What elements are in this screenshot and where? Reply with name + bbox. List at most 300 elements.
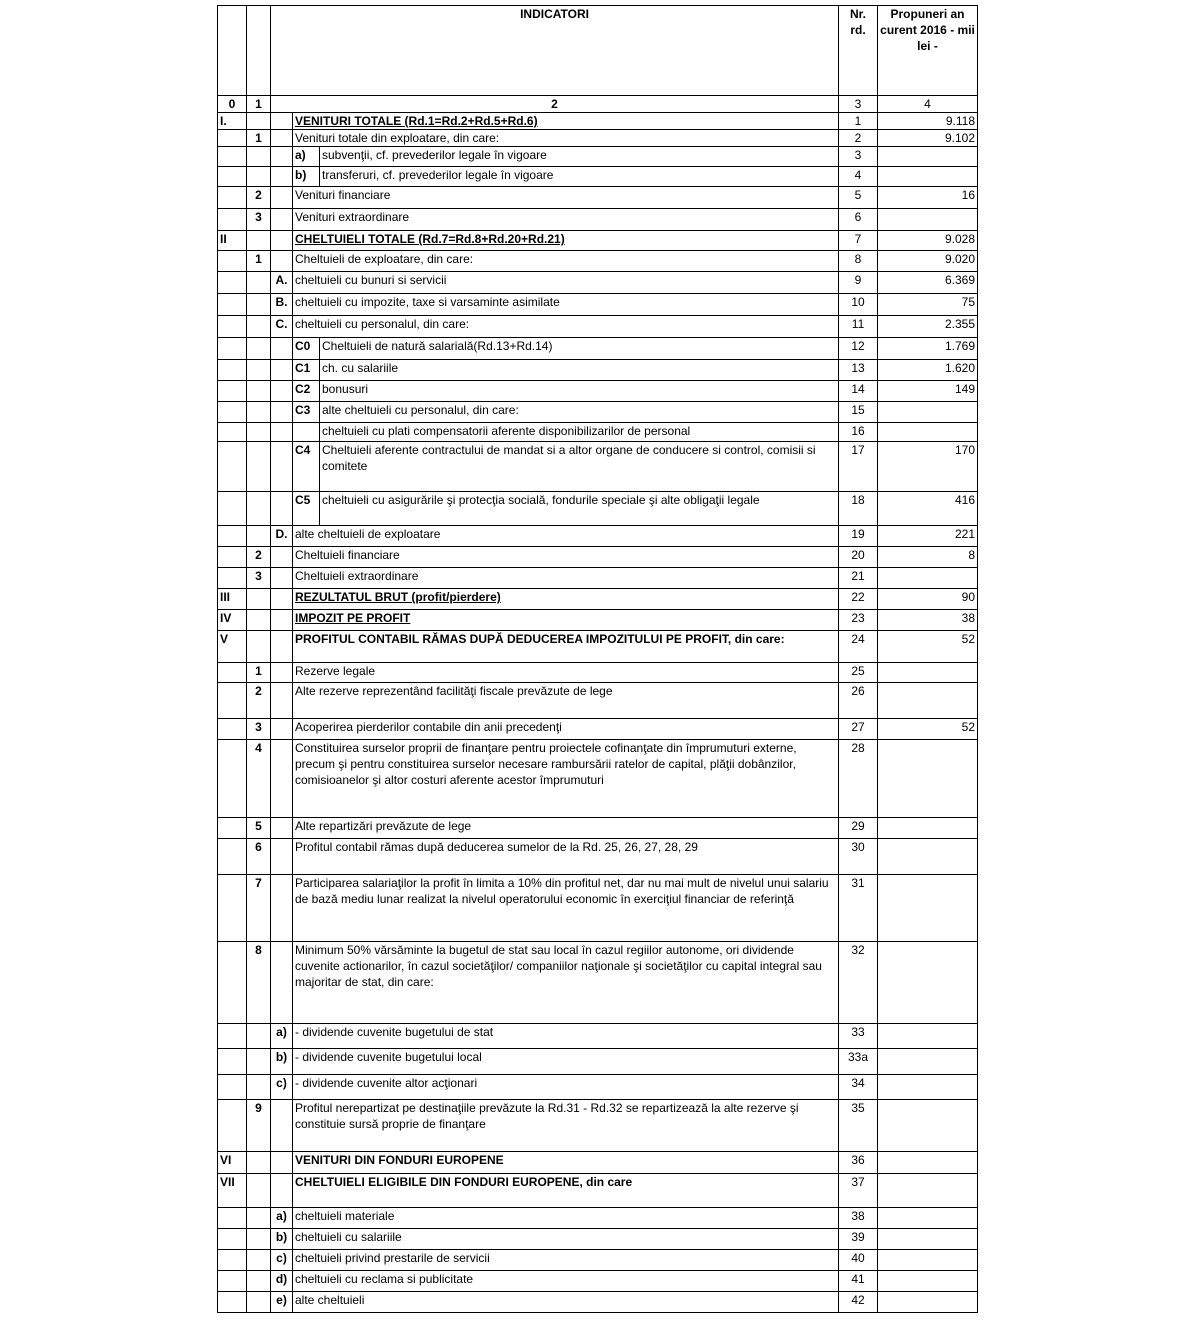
sub-code-cell: C3 xyxy=(293,402,320,423)
value-cell xyxy=(878,1250,978,1271)
value-cell: 9.102 xyxy=(878,130,978,147)
indicator-label: Venituri totale din exploatare, din care: xyxy=(293,130,839,147)
row-number-cell: 40 xyxy=(839,1250,878,1271)
indicator-label: Cheltuieli de exploatare, din care: xyxy=(293,251,839,272)
table-row xyxy=(218,231,978,251)
number-cell: 1 xyxy=(247,663,271,683)
indicators-table xyxy=(217,5,978,1313)
table-row xyxy=(218,1208,978,1229)
number-cell: 3 xyxy=(247,719,271,740)
header-col-1 xyxy=(247,6,271,96)
indicator-label: subvenţii, cf. prevederilor legale în vigoare xyxy=(320,147,839,167)
indicator-label: Cheltuieli financiare xyxy=(293,547,839,568)
sub-code-cell: b) xyxy=(293,167,320,187)
letter-cell xyxy=(271,492,293,526)
number-cell xyxy=(247,1271,271,1292)
roman-cell: VII xyxy=(218,1174,247,1208)
indicator-label: Constituirea surselor proprii de finanţare pentru proiectele cofinanţate din împrumuturi externe, precum şi pentru constituirea surselor necesare rambursării ratelor de capital, plăţii dobânzilor, comisioanelor şi altor costuri aferente acestor împrumuturi xyxy=(293,740,839,818)
row-number-cell: 37 xyxy=(839,1174,878,1208)
roman-cell xyxy=(218,1024,247,1049)
roman-cell xyxy=(218,338,247,360)
budget-sheet xyxy=(217,5,977,1313)
table-row xyxy=(218,167,978,187)
roman-cell xyxy=(218,272,247,294)
indicator-label: Alte repartizări prevăzute de lege xyxy=(293,818,839,839)
value-cell xyxy=(878,683,978,719)
table-row xyxy=(218,719,978,740)
letter-cell xyxy=(271,875,293,942)
number-cell: 2 xyxy=(247,683,271,719)
row-number-cell: 15 xyxy=(839,402,878,423)
sub-code-cell: C0 xyxy=(293,338,320,360)
number-cell xyxy=(247,1292,271,1313)
roman-cell: I. xyxy=(218,113,247,130)
number-cell: 4 xyxy=(247,740,271,818)
table-row xyxy=(218,147,978,167)
table-row xyxy=(218,568,978,589)
letter-cell: d) xyxy=(271,1271,293,1292)
table-row xyxy=(218,1075,978,1100)
indicator-label: cheltuieli cu plati compensatorii aferente disponibilizarilor de personal xyxy=(320,423,839,442)
row-number-cell: 39 xyxy=(839,1229,878,1250)
value-cell: 9.118 xyxy=(878,113,978,130)
indicator-label: Participarea salariaţilor la profit în limita a 10% din profitul net, dar nu mai mult de nivelul unui salariu de bază mediu lunar realizat la nivelul operatorului economic în exerciţiul financiar de referinţă xyxy=(293,875,839,942)
number-cell xyxy=(247,360,271,381)
number-cell: 2 xyxy=(247,187,271,209)
row-number-cell: 33 xyxy=(839,1024,878,1049)
value-cell xyxy=(878,1049,978,1075)
sub-code-cell: a) xyxy=(293,147,320,167)
row-number-cell: 23 xyxy=(839,610,878,631)
indicator-label: Rezerve legale xyxy=(293,663,839,683)
row-number-cell: 26 xyxy=(839,683,878,719)
indicator-label: cheltuieli cu personalul, din care: xyxy=(293,316,839,338)
roman-cell xyxy=(218,167,247,187)
value-cell xyxy=(878,942,978,1024)
roman-cell xyxy=(218,1049,247,1075)
value-cell: 75 xyxy=(878,294,978,316)
number-cell xyxy=(247,338,271,360)
value-cell xyxy=(878,1292,978,1313)
value-cell: 6.369 xyxy=(878,272,978,294)
table-row xyxy=(218,740,978,818)
row-number-cell: 7 xyxy=(839,231,878,251)
row-number-cell: 6 xyxy=(839,209,878,231)
indicator-label: cheltuieli cu asigurările şi protecţia socială, fondurile speciale şi alte obligaţii legale xyxy=(320,492,839,526)
table-row xyxy=(218,442,978,492)
indicator-label: IMPOZIT PE PROFIT xyxy=(293,610,839,631)
roman-cell xyxy=(218,316,247,338)
value-cell xyxy=(878,740,978,818)
indicator-label: cheltuieli cu reclama si publicitate xyxy=(293,1271,839,1292)
row-number-cell: 29 xyxy=(839,818,878,839)
roman-cell xyxy=(218,875,247,942)
roman-cell xyxy=(218,1292,247,1313)
row-number-cell: 34 xyxy=(839,1075,878,1100)
number-cell xyxy=(247,492,271,526)
number-cell xyxy=(247,1250,271,1271)
value-cell xyxy=(878,839,978,875)
letter-cell xyxy=(271,167,293,187)
roman-cell: II xyxy=(218,231,247,251)
indicator-label: Profitul nerepartizat pe destinaţiile prevăzute la Rd.31 - Rd.32 se repartizează la alte rezerve şi constituie sursă proprie de finanţare xyxy=(293,1100,839,1152)
table-row xyxy=(218,818,978,839)
row-number-cell: 27 xyxy=(839,719,878,740)
number-cell xyxy=(247,442,271,492)
indicator-label: Cheltuieli aferente contractului de mandat si a altor organe de conducere si control, comisii si comitete xyxy=(320,442,839,492)
row-number-cell: 24 xyxy=(839,631,878,663)
letter-cell xyxy=(271,209,293,231)
number-cell xyxy=(247,423,271,442)
letter-cell xyxy=(271,1100,293,1152)
value-cell xyxy=(878,423,978,442)
row-number-cell: 35 xyxy=(839,1100,878,1152)
value-cell: 2.355 xyxy=(878,316,978,338)
roman-cell xyxy=(218,492,247,526)
value-cell xyxy=(878,402,978,423)
indicator-label: alte cheltuieli de exploatare xyxy=(293,526,839,547)
roman-cell xyxy=(218,294,247,316)
roman-cell xyxy=(218,187,247,209)
roman-cell xyxy=(218,839,247,875)
roman-cell xyxy=(218,719,247,740)
number-cell xyxy=(247,1229,271,1250)
row-number-cell: 14 xyxy=(839,381,878,402)
row-number-cell: 10 xyxy=(839,294,878,316)
number-cell xyxy=(247,589,271,610)
row-number-cell: 32 xyxy=(839,942,878,1024)
indicator-label: transferuri, cf. prevederilor legale în vigoare xyxy=(320,167,839,187)
roman-cell xyxy=(218,818,247,839)
value-cell: 416 xyxy=(878,492,978,526)
table-row xyxy=(218,402,978,423)
number-cell xyxy=(247,1075,271,1100)
value-cell: 149 xyxy=(878,381,978,402)
table-row xyxy=(218,1049,978,1075)
number-cell xyxy=(247,1152,271,1174)
letter-cell xyxy=(271,187,293,209)
row-number-cell: 18 xyxy=(839,492,878,526)
table-row xyxy=(218,316,978,338)
roman-cell xyxy=(218,1100,247,1152)
row-number-cell: 25 xyxy=(839,663,878,683)
value-cell xyxy=(878,1208,978,1229)
row-number-cell: 33a xyxy=(839,1049,878,1075)
value-cell xyxy=(878,209,978,231)
table-row xyxy=(218,1174,978,1208)
letter-cell xyxy=(271,251,293,272)
indicator-label: Profitul contabil rămas după deducerea sumelor de la Rd. 25, 26, 27, 28, 29 xyxy=(293,839,839,875)
number-cell xyxy=(247,381,271,402)
indicator-label: ch. cu salariile xyxy=(320,360,839,381)
table-row xyxy=(218,130,978,147)
row-number-cell: 31 xyxy=(839,875,878,942)
table-row xyxy=(218,338,978,360)
roman-cell xyxy=(218,663,247,683)
value-cell xyxy=(878,1024,978,1049)
number-cell: 7 xyxy=(247,875,271,942)
number-cell: 3 xyxy=(247,568,271,589)
row-number-cell: 8 xyxy=(839,251,878,272)
indicatori-header: INDICATORI xyxy=(271,6,839,96)
col-num-0: 0 xyxy=(218,96,247,113)
header-row xyxy=(218,6,978,96)
indicator-label: VENITURI TOTALE (Rd.1=Rd.2+Rd.5+Rd.6) xyxy=(293,113,839,130)
roman-cell xyxy=(218,130,247,147)
roman-cell xyxy=(218,423,247,442)
value-cell: 9.020 xyxy=(878,251,978,272)
letter-cell xyxy=(271,381,293,402)
value-cell: 8 xyxy=(878,547,978,568)
roman-cell xyxy=(218,147,247,167)
letter-cell xyxy=(271,683,293,719)
letter-cell xyxy=(271,589,293,610)
letter-cell: b) xyxy=(271,1049,293,1075)
indicator-label: cheltuieli cu impozite, taxe si varsaminte asimilate xyxy=(293,294,839,316)
table-row xyxy=(218,360,978,381)
letter-cell xyxy=(271,231,293,251)
letter-cell xyxy=(271,442,293,492)
sub-code-cell xyxy=(293,423,320,442)
number-cell: 5 xyxy=(247,818,271,839)
value-cell xyxy=(878,1075,978,1100)
number-cell xyxy=(247,147,271,167)
col-num-1: 1 xyxy=(247,96,271,113)
sub-code-cell: C4 xyxy=(293,442,320,492)
table-row xyxy=(218,294,978,316)
number-cell: 3 xyxy=(247,209,271,231)
roman-cell xyxy=(218,402,247,423)
table-row xyxy=(218,589,978,610)
letter-cell: b) xyxy=(271,1229,293,1250)
letter-cell xyxy=(271,631,293,663)
indicator-label: alte cheltuieli xyxy=(293,1292,839,1313)
table-row xyxy=(218,272,978,294)
indicator-label: cheltuieli cu bunuri si servicii xyxy=(293,272,839,294)
letter-cell xyxy=(271,568,293,589)
column-number-row xyxy=(218,96,978,113)
value-cell xyxy=(878,1271,978,1292)
row-number-cell: 19 xyxy=(839,526,878,547)
number-cell xyxy=(247,610,271,631)
table-row xyxy=(218,1229,978,1250)
number-cell: 1 xyxy=(247,251,271,272)
table-row xyxy=(218,663,978,683)
table-row xyxy=(218,1250,978,1271)
letter-cell xyxy=(271,818,293,839)
number-cell: 2 xyxy=(247,547,271,568)
indicator-label: REZULTATUL BRUT (profit/pierdere) xyxy=(293,589,839,610)
roman-cell xyxy=(218,1271,247,1292)
letter-cell: a) xyxy=(271,1208,293,1229)
value-cell: 1.620 xyxy=(878,360,978,381)
roman-cell xyxy=(218,942,247,1024)
indicator-label: Cheltuieli de natură salarială(Rd.13+Rd.14) xyxy=(320,338,839,360)
table-row xyxy=(218,683,978,719)
indicator-label: PROFITUL CONTABIL RĂMAS DUPĂ DEDUCEREA IMPOZITULUI PE PROFIT, din care: xyxy=(293,631,839,663)
table-row xyxy=(218,1271,978,1292)
sub-code-cell: C5 xyxy=(293,492,320,526)
indicator-label: bonusuri xyxy=(320,381,839,402)
letter-cell xyxy=(271,1152,293,1174)
indicator-label: Venituri financiare xyxy=(293,187,839,209)
value-cell xyxy=(878,147,978,167)
nr-rd-header: Nr. rd. xyxy=(839,6,878,96)
indicator-label: Alte rezerve reprezentând facilităţi fiscale prevăzute de lege xyxy=(293,683,839,719)
indicator-label: - dividende cuvenite bugetului local xyxy=(293,1049,839,1075)
number-cell xyxy=(247,113,271,130)
row-number-cell: 28 xyxy=(839,740,878,818)
value-cell xyxy=(878,818,978,839)
table-row xyxy=(218,1100,978,1152)
letter-cell xyxy=(271,360,293,381)
letter-cell xyxy=(271,663,293,683)
value-cell: 1.769 xyxy=(878,338,978,360)
row-number-cell: 5 xyxy=(839,187,878,209)
indicator-label: CHELTUIELI ELIGIBILE DIN FONDURI EUROPENE, din care xyxy=(293,1174,839,1208)
row-number-cell: 13 xyxy=(839,360,878,381)
indicator-label: cheltuieli cu salariile xyxy=(293,1229,839,1250)
sub-code-cell: C1 xyxy=(293,360,320,381)
letter-cell: C. xyxy=(271,316,293,338)
number-cell: 1 xyxy=(247,130,271,147)
row-number-cell: 38 xyxy=(839,1208,878,1229)
roman-cell xyxy=(218,547,247,568)
letter-cell xyxy=(271,423,293,442)
table-row xyxy=(218,1152,978,1174)
number-cell xyxy=(247,1208,271,1229)
table-row xyxy=(218,423,978,442)
roman-cell: V xyxy=(218,631,247,663)
letter-cell xyxy=(271,547,293,568)
roman-cell xyxy=(218,1075,247,1100)
value-cell xyxy=(878,568,978,589)
row-number-cell: 17 xyxy=(839,442,878,492)
number-cell xyxy=(247,1024,271,1049)
row-number-cell: 16 xyxy=(839,423,878,442)
row-number-cell: 4 xyxy=(839,167,878,187)
number-cell xyxy=(247,167,271,187)
roman-cell xyxy=(218,1229,247,1250)
letter-cell xyxy=(271,719,293,740)
letter-cell xyxy=(271,338,293,360)
table-row xyxy=(218,381,978,402)
roman-cell: III xyxy=(218,589,247,610)
value-cell xyxy=(878,1174,978,1208)
number-cell xyxy=(247,631,271,663)
row-number-cell: 42 xyxy=(839,1292,878,1313)
indicator-label: CHELTUIELI TOTALE (Rd.7=Rd.8+Rd.20+Rd.21) xyxy=(293,231,839,251)
table-row xyxy=(218,492,978,526)
value-cell: 38 xyxy=(878,610,978,631)
roman-cell xyxy=(218,740,247,818)
number-cell xyxy=(247,231,271,251)
sub-code-cell: C2 xyxy=(293,381,320,402)
value-cell: 9.028 xyxy=(878,231,978,251)
value-cell xyxy=(878,1229,978,1250)
number-cell xyxy=(247,1174,271,1208)
letter-cell: B. xyxy=(271,294,293,316)
indicator-label: Venituri extraordinare xyxy=(293,209,839,231)
row-number-cell: 12 xyxy=(839,338,878,360)
letter-cell xyxy=(271,113,293,130)
value-cell: 170 xyxy=(878,442,978,492)
indicator-label: - dividende cuvenite altor acţionari xyxy=(293,1075,839,1100)
value-cell: 52 xyxy=(878,631,978,663)
roman-cell xyxy=(218,251,247,272)
row-number-cell: 3 xyxy=(839,147,878,167)
row-number-cell: 22 xyxy=(839,589,878,610)
roman-cell xyxy=(218,381,247,402)
roman-cell xyxy=(218,568,247,589)
value-cell: 221 xyxy=(878,526,978,547)
letter-cell: c) xyxy=(271,1250,293,1271)
row-number-cell: 20 xyxy=(839,547,878,568)
roman-cell xyxy=(218,360,247,381)
letter-cell: D. xyxy=(271,526,293,547)
number-cell: 9 xyxy=(247,1100,271,1152)
row-number-cell: 21 xyxy=(839,568,878,589)
roman-cell xyxy=(218,526,247,547)
indicator-label: cheltuieli privind prestarile de servicii xyxy=(293,1250,839,1271)
letter-cell xyxy=(271,147,293,167)
value-cell: 16 xyxy=(878,187,978,209)
number-cell xyxy=(247,272,271,294)
indicator-label: VENITURI DIN FONDURI EUROPENE xyxy=(293,1152,839,1174)
indicator-label: Acoperirea pierderilor contabile din anii precedenţi xyxy=(293,719,839,740)
table-row xyxy=(218,209,978,231)
letter-cell xyxy=(271,402,293,423)
indicator-label: alte cheltuieli cu personalul, din care: xyxy=(320,402,839,423)
table-row xyxy=(218,875,978,942)
roman-cell: VI xyxy=(218,1152,247,1174)
number-cell xyxy=(247,1049,271,1075)
value-cell xyxy=(878,663,978,683)
letter-cell: A. xyxy=(271,272,293,294)
letter-cell xyxy=(271,942,293,1024)
letter-cell xyxy=(271,130,293,147)
roman-cell xyxy=(218,683,247,719)
table-row xyxy=(218,547,978,568)
table-row xyxy=(218,113,978,130)
col-num-4: 4 xyxy=(878,96,978,113)
roman-cell xyxy=(218,209,247,231)
indicator-label: cheltuieli materiale xyxy=(293,1208,839,1229)
value-cell xyxy=(878,1152,978,1174)
table-row xyxy=(218,610,978,631)
letter-cell xyxy=(271,740,293,818)
table-row xyxy=(218,631,978,663)
table-row xyxy=(218,942,978,1024)
letter-cell: c) xyxy=(271,1075,293,1100)
indicator-label: Cheltuieli extraordinare xyxy=(293,568,839,589)
number-cell xyxy=(247,316,271,338)
indicator-label: - dividende cuvenite bugetului de stat xyxy=(293,1024,839,1049)
table-row xyxy=(218,1024,978,1049)
row-number-cell: 2 xyxy=(839,130,878,147)
value-cell: 52 xyxy=(878,719,978,740)
value-cell xyxy=(878,875,978,942)
number-cell xyxy=(247,526,271,547)
value-cell xyxy=(878,1100,978,1152)
row-number-cell: 36 xyxy=(839,1152,878,1174)
number-cell xyxy=(247,294,271,316)
number-cell xyxy=(247,402,271,423)
letter-cell: a) xyxy=(271,1024,293,1049)
roman-cell xyxy=(218,1250,247,1271)
table-row xyxy=(218,1292,978,1313)
roman-cell: IV xyxy=(218,610,247,631)
